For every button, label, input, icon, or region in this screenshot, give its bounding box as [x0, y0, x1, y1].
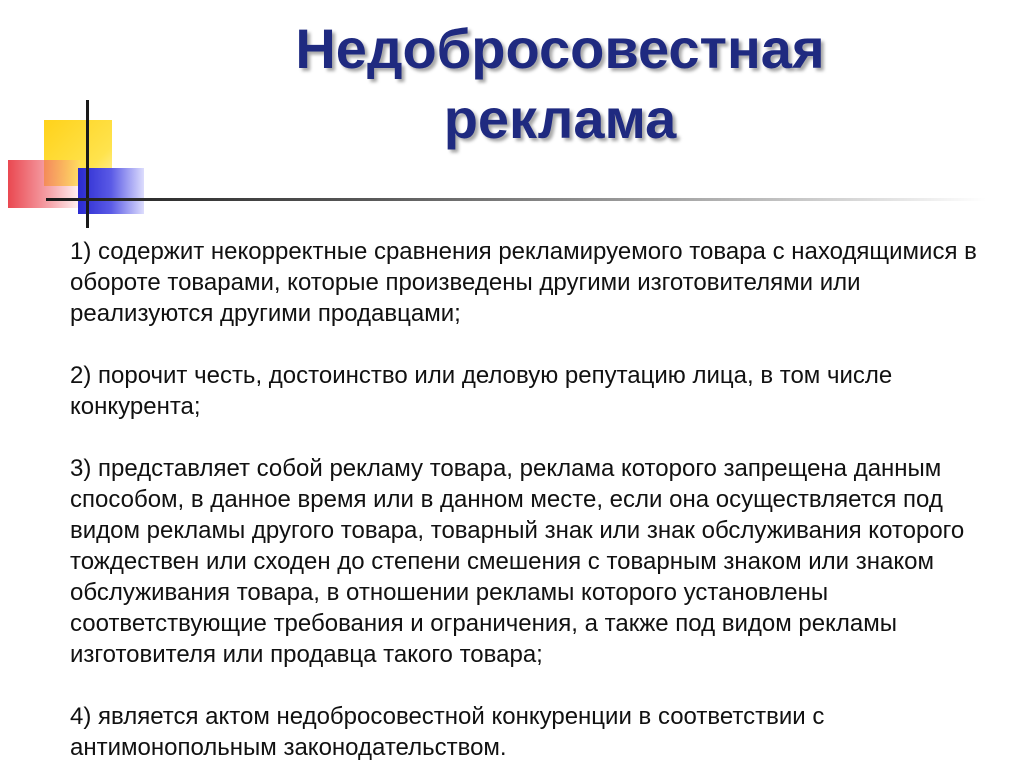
list-item-3: 3) представляет собой рекламу товара, реклама которого запрещена данным способом, в данное время или в данном месте, если она осуществляется под видом рекламы другого товара, товарный знак или знак обслуживания которого тождествен или сходен до степени смешения с товарным знаком или знаком обслуживания товара, в отношении рекламы которого установлены соответствующие требования и ограничения, а также под видом рекламы изготовителя или продавца такого товара; — [70, 455, 965, 668]
list-item-4: 4) является актом недобросовестной конкуренции в соответствии с антимонопольным законодательством. — [70, 703, 825, 761]
list-item-2: 2) порочит честь, достоинство или деловую репутацию лица, в том числе конкурента; — [70, 362, 893, 420]
slide-title — [150, 14, 970, 154]
title-line-1: Недобросовестная — [295, 17, 825, 80]
list-item-1: 1) содержит некорректные сравнения рекламируемого товара с находящимися в обороте товарами, которые произведены другими изготовителями или реализуются другими продавцами; — [70, 238, 977, 327]
title-line-2: реклама — [443, 87, 677, 150]
vertical-divider-line — [86, 100, 89, 228]
slide-body — [70, 236, 1000, 763]
horizontal-divider-line — [46, 198, 986, 201]
decorative-squares-logo — [0, 0, 160, 240]
